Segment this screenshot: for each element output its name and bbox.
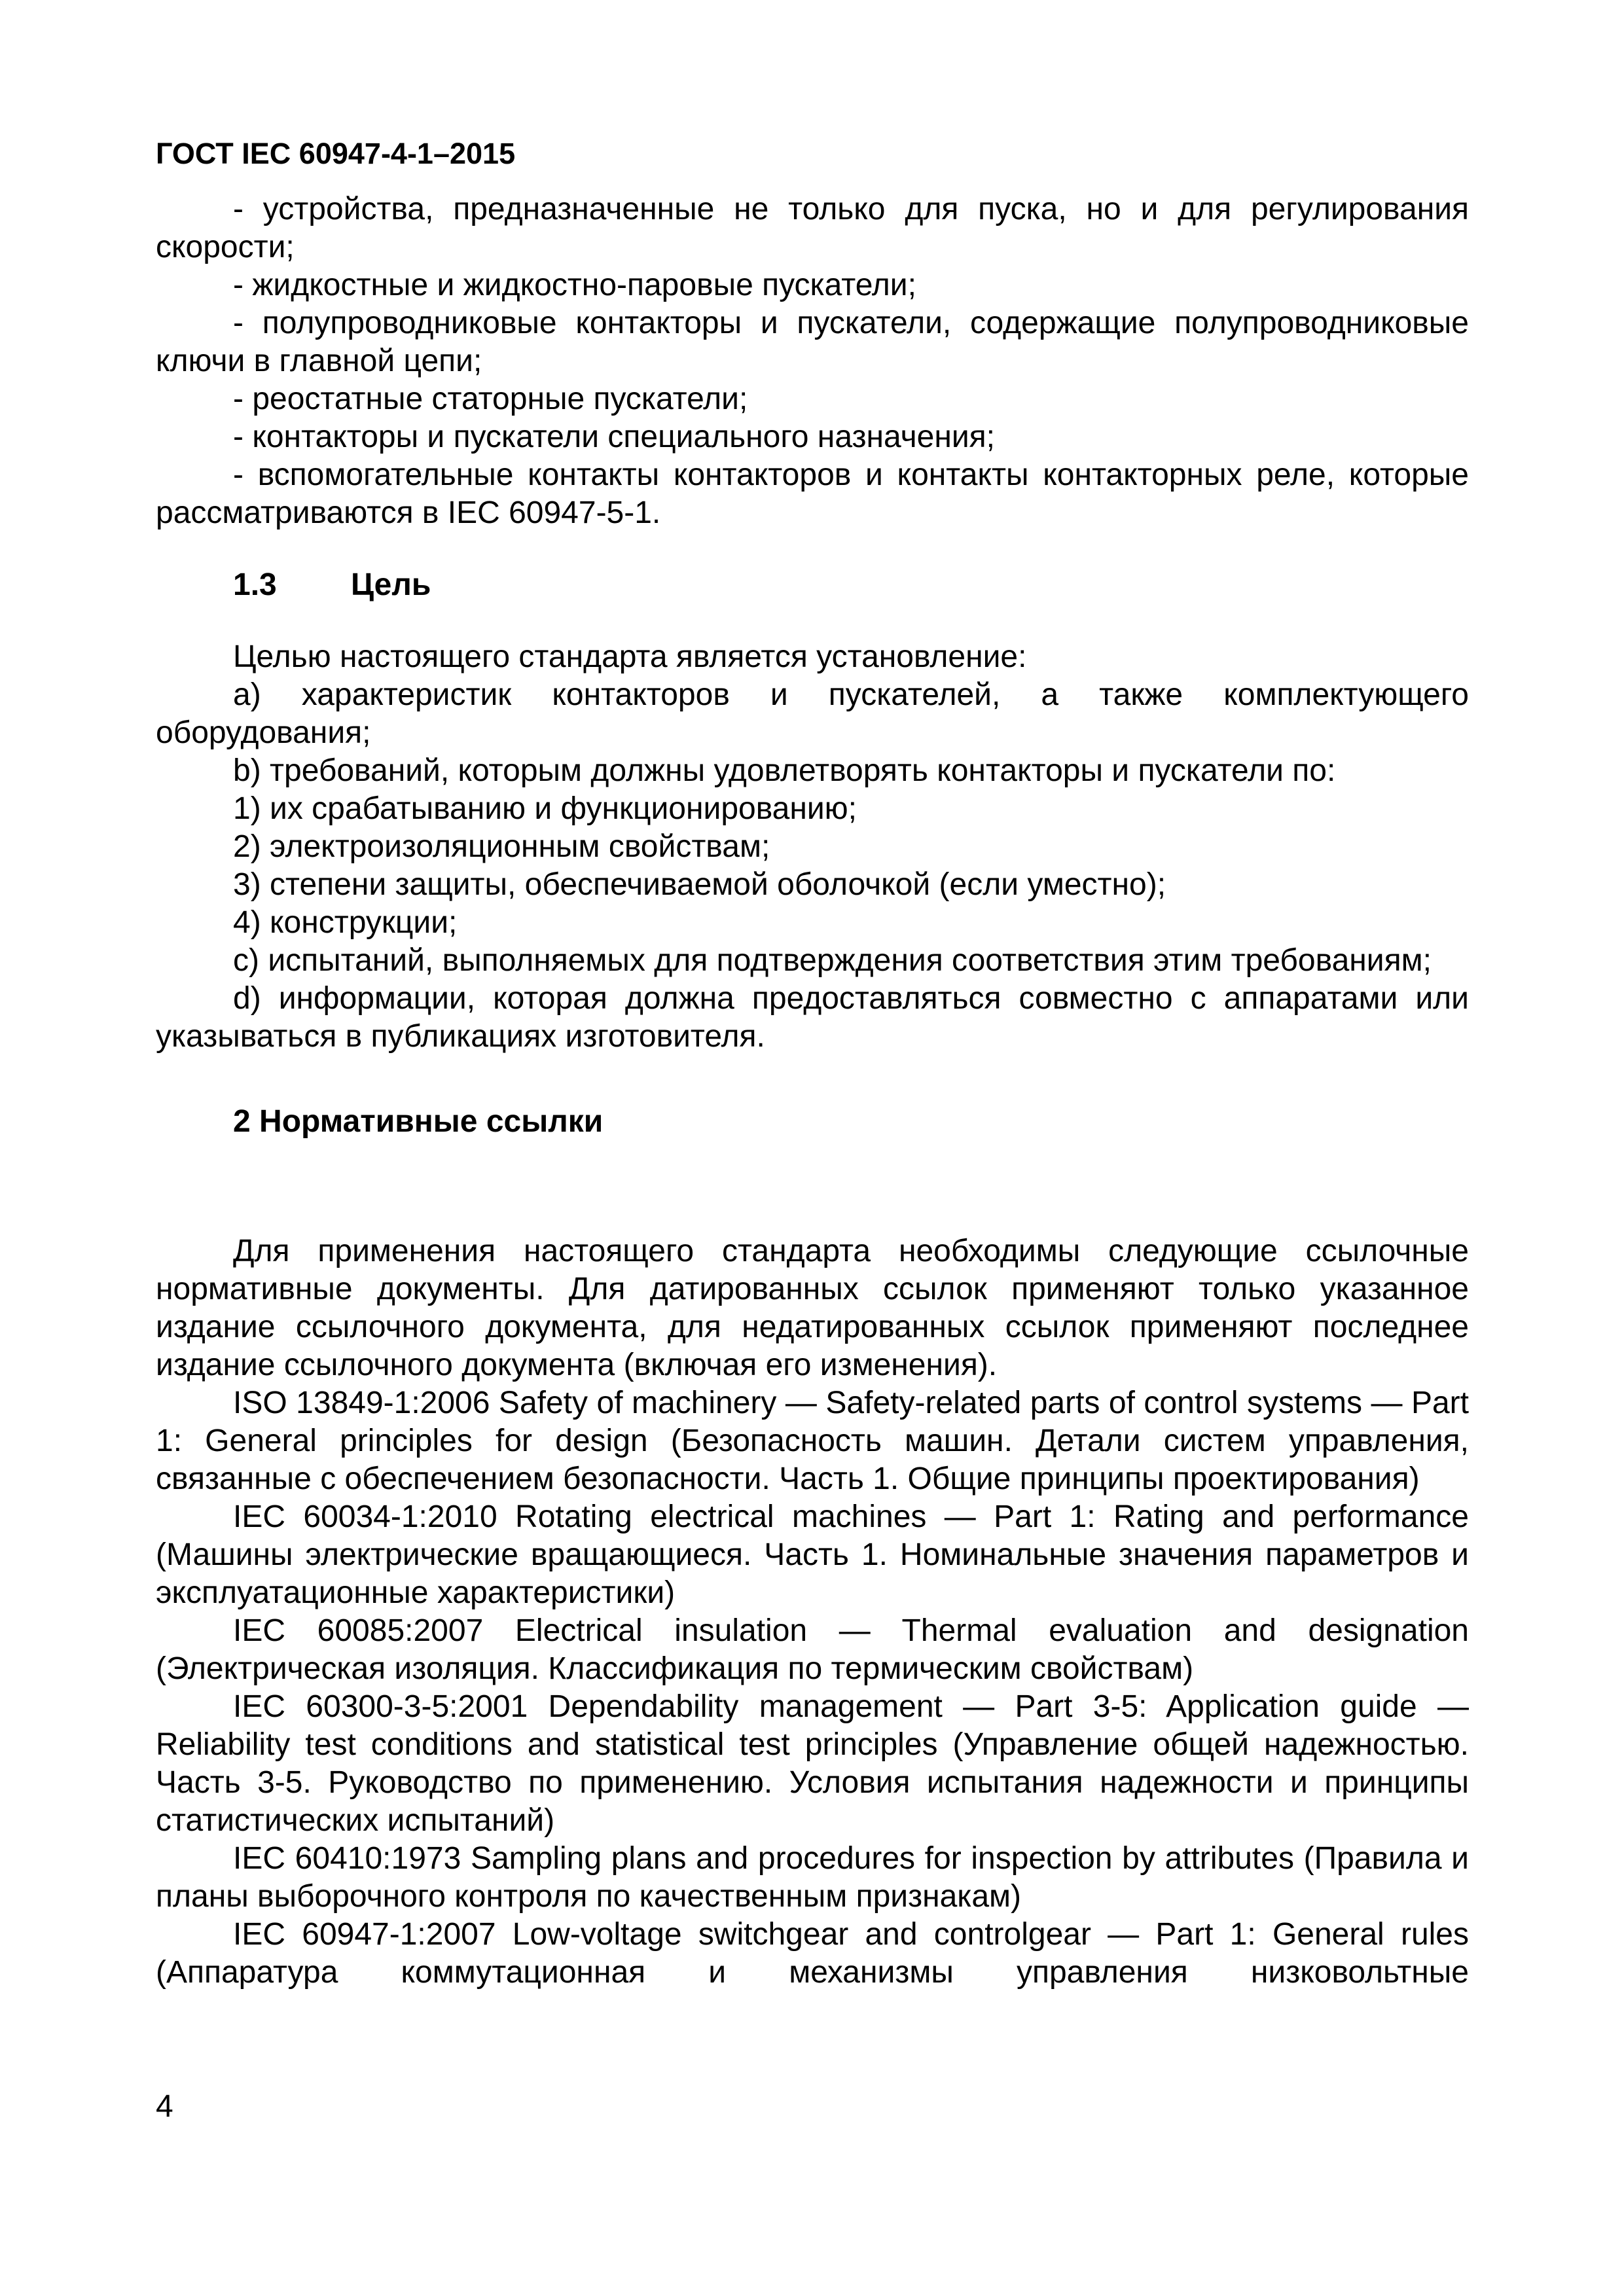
reference-item: ISO 13849-1:2006 Safety of machinery — Safety-related parts of control systems — Part 1: General principles for design (Безопасность машин. Детали систем управления, связанные с обеспечением безопасности. Часть 1. Общие принципы проектирования) xyxy=(156,1386,1469,1496)
reference-item: IEC 60410:1973 Sampling plans and procedures for inspection by attributes (Правила и планы выборочного контроля по качественным признакам) xyxy=(156,1841,1469,1914)
reference-item: IEC 60085:2007 Electrical insulation — Thermal evaluation and designation (Электрическая изоляция. Классификация по термическим свойствам) xyxy=(156,1613,1469,1686)
section-title: Цель xyxy=(351,567,431,602)
list-item: c) испытаний, выполняемых для подтверждения соответствия этим требованиям; xyxy=(233,943,1432,978)
section-heading-1-3 xyxy=(156,566,1469,604)
section-number: 1.3 xyxy=(233,567,277,602)
reference-item: IEC 60034-1:2010 Rotating electrical machines — Part 1: Rating and performance (Машины электрические вращающиеся. Часть 1. Номинальные значения параметров и эксплуатационные характеристики) xyxy=(156,1499,1469,1610)
list-item: 2) электроизоляционным свойствам; xyxy=(233,829,770,864)
list-item: a) характеристик контакторов и пускателей, а также комплектующего оборудования; xyxy=(156,677,1469,750)
list-item: - контакторы и пускатели специального назначения; xyxy=(233,420,995,454)
section-heading-2: 2 Нормативные ссылки xyxy=(233,1104,604,1139)
paragraph: Для применения настоящего стандарта необходимы следующие ссылочные нормативные документы. Для датированных ссылок применяют только указанное издание ссылочного документа, для недатированных ссылок применяют последнее издание ссылочного документа (включая его изменения). xyxy=(156,1234,1469,1382)
list-item: b) требований, которым должны удовлетворять контакторы и пускатели по: xyxy=(233,753,1336,788)
list-item: 1) их срабатыванию и функционированию; xyxy=(233,791,857,826)
list-item: - устройства, предназначенные не только для пуска, но и для регулирования скорости; xyxy=(156,192,1469,264)
reference-item: IEC 60300-3-5:2001 Dependability management — Part 3-5: Application guide — Reliability test conditions and statistical test principles (Управление общей надежностью. Часть 3-5. Руководство по применению. Условия испытания надежности и принципы статистических испытаний) xyxy=(156,1689,1469,1838)
list-item: 4) конструкции; xyxy=(233,905,458,940)
list-item: - вспомогательные контакты контакторов и контакты контакторных реле, которые рассматриваются в IEC 60947-5-1. xyxy=(156,457,1469,530)
list-item: - полупроводниковые контакторы и пускатели, содержащие полупроводниковые ключи в главной цепи; xyxy=(156,306,1469,378)
reference-item: IEC 60947-1:2007 Low-voltage switchgear and controlgear — Part 1: General rules (Аппаратура коммутационная и механизмы управления низковольтные xyxy=(156,1917,1469,1990)
list-item: - реостатные статорные пускатели; xyxy=(233,382,748,416)
list-item: 3) степени защиты, обеспечиваемой оболочкой (если уместно); xyxy=(233,867,1166,902)
list-item: - жидкостные и жидкостно-паровые пускатели; xyxy=(233,268,916,302)
document-header: ГОСТ IEC 60947-4-1–2015 xyxy=(156,137,516,170)
page-number: 4 xyxy=(156,2089,173,2124)
list-item: d) информации, которая должна предоставляться совместно с аппаратами или указываться в публикациях изготовителя. xyxy=(156,981,1469,1054)
document-page xyxy=(156,134,1469,2196)
paragraph: Целью настоящего стандарта является установление: xyxy=(233,639,1027,674)
